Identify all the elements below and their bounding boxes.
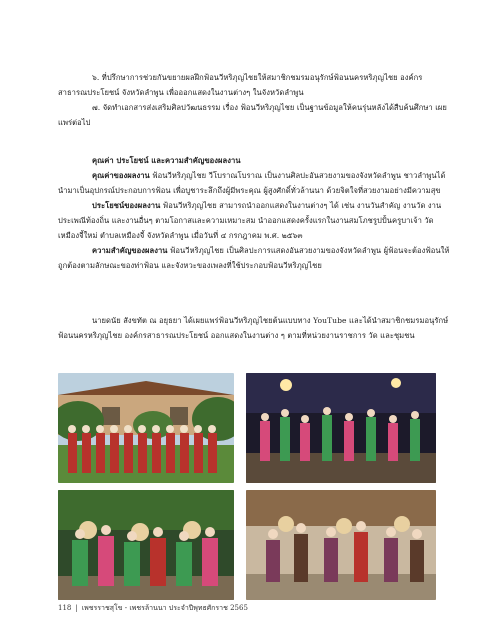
benefit-label: ประโยชน์ของผลงาน: [92, 201, 161, 210]
closing-paragraph: นายดนัย สังขทัต ณ อยุธยา ได้เผยแพร่ฟ้อนวีหริภุญไชยต้นแบบทาง YouTube และได้นำสมาชิกชมรมอนุรักษ์ฟ้อนนครหริภุญไชย องค์กรสาธารณประโยชน์ ออกแสดงในงานต่าง ๆ ตามที่หน่วยงานราชการ วัด และชุมชน: [58, 316, 449, 340]
photo-stage-dancers: [246, 490, 436, 600]
photo-outdoor-group-image: [58, 373, 234, 483]
closing-section: [58, 313, 450, 343]
benefit-paragraph: [58, 198, 450, 243]
value-text: ฟ้อนวีหริภุญไชย วีโบราณโบราณ เป็นงานศิลปะอันสวยงามของจังหวัดลำพูน ชาวลำพูนได้นำมาเป็นอุปกรณ์ประกอบการฟ้อน เพื่อบูชาระลึกถึงผู้มีพระคุณ ผู้สูงศักดิ์ทั่วล้านนา ด้วยจิตใจที่สวยงามอย่างมีความสุข: [58, 171, 446, 195]
importance-paragraph: [58, 243, 450, 273]
photo-outdoor-group: [58, 373, 234, 483]
item-6-paragraph: ๖. ที่ปรึกษาการช่วยกันขยายผลฝึกฟ้อนวีหริภุญไชยให้สมาชิกชมรมอนุรักษ์ฟ้อนนครหริภุญไชย องค์กรสาธารณประโยชน์ จังหวัดลำพูน เพื่อออกแสดงในงานต่างๆ ในจังหวัดลำพูน: [58, 73, 423, 97]
footer-title: เพชรราชสุโข - เพชรล้านนา ประจำปีพุทธศักราช 2565: [81, 604, 248, 612]
importance-text: ฟ้อนวีหริภุญไชย เป็นศิลปะการแสดงอันสวยงามของจังหวัดลำพูน ผู้ฟ้อนจะต้องฟ้อนให้ถูกต้องตามลักษณะของท่าฟ้อน และจังหวะของเพลงที่ใช้ประกอบฟ้อนวีหริภุญไชย: [58, 246, 450, 270]
photo-fan-dancers-image: [58, 490, 234, 600]
section-heading: คุณค่า ประโยชน์ และความสำคัญของผลงาน: [92, 156, 241, 165]
intro-text-block: [58, 70, 450, 130]
photo-night-performance-image: [246, 373, 436, 483]
benefit-text: ฟ้อนวีหริภุญไชย สามารถนำออกแสดงในงานต่างๆ ได้ เช่น งานวันสำคัญ งานวัด งานประเพณีท้องถิ่น และงานอื่นๆ ตามโอกาสและความเหมาะสม นำออกแสดงครั้งแรกในงานสมโภชรูปปั้นครูบาเจ้า วัดเหมืองจี้ใหม่ ตำบลเหมืองจี้ จังหวัดลำพูน เมื่อวันที่ ๔ กรกฎาคม พ.ศ. ๒๕๖๓: [58, 201, 442, 240]
value-paragraph: [58, 168, 450, 198]
item-7-paragraph: ๗. จัดทำเอกสารส่งเสริมศิลปวัฒนธรรม เรื่อง ฟ้อนวีหริภุญไชย เป็นฐานข้อมูลให้คนรุ่นหลังได้สืบค้นศึกษา เผยแพร่ต่อไป: [58, 103, 447, 127]
value-section: [58, 153, 450, 273]
photo-stage-dancers-image: [246, 490, 436, 600]
photo-night-performance: [246, 373, 436, 483]
photo-fan-dancers: [58, 490, 234, 600]
importance-label: ความสำคัญของผลงาน: [92, 246, 168, 255]
footer-separator: |: [75, 604, 78, 612]
value-label: คุณค่าของผลงาน: [92, 171, 150, 180]
page-number: 118: [58, 604, 72, 612]
page-footer: [58, 603, 248, 614]
